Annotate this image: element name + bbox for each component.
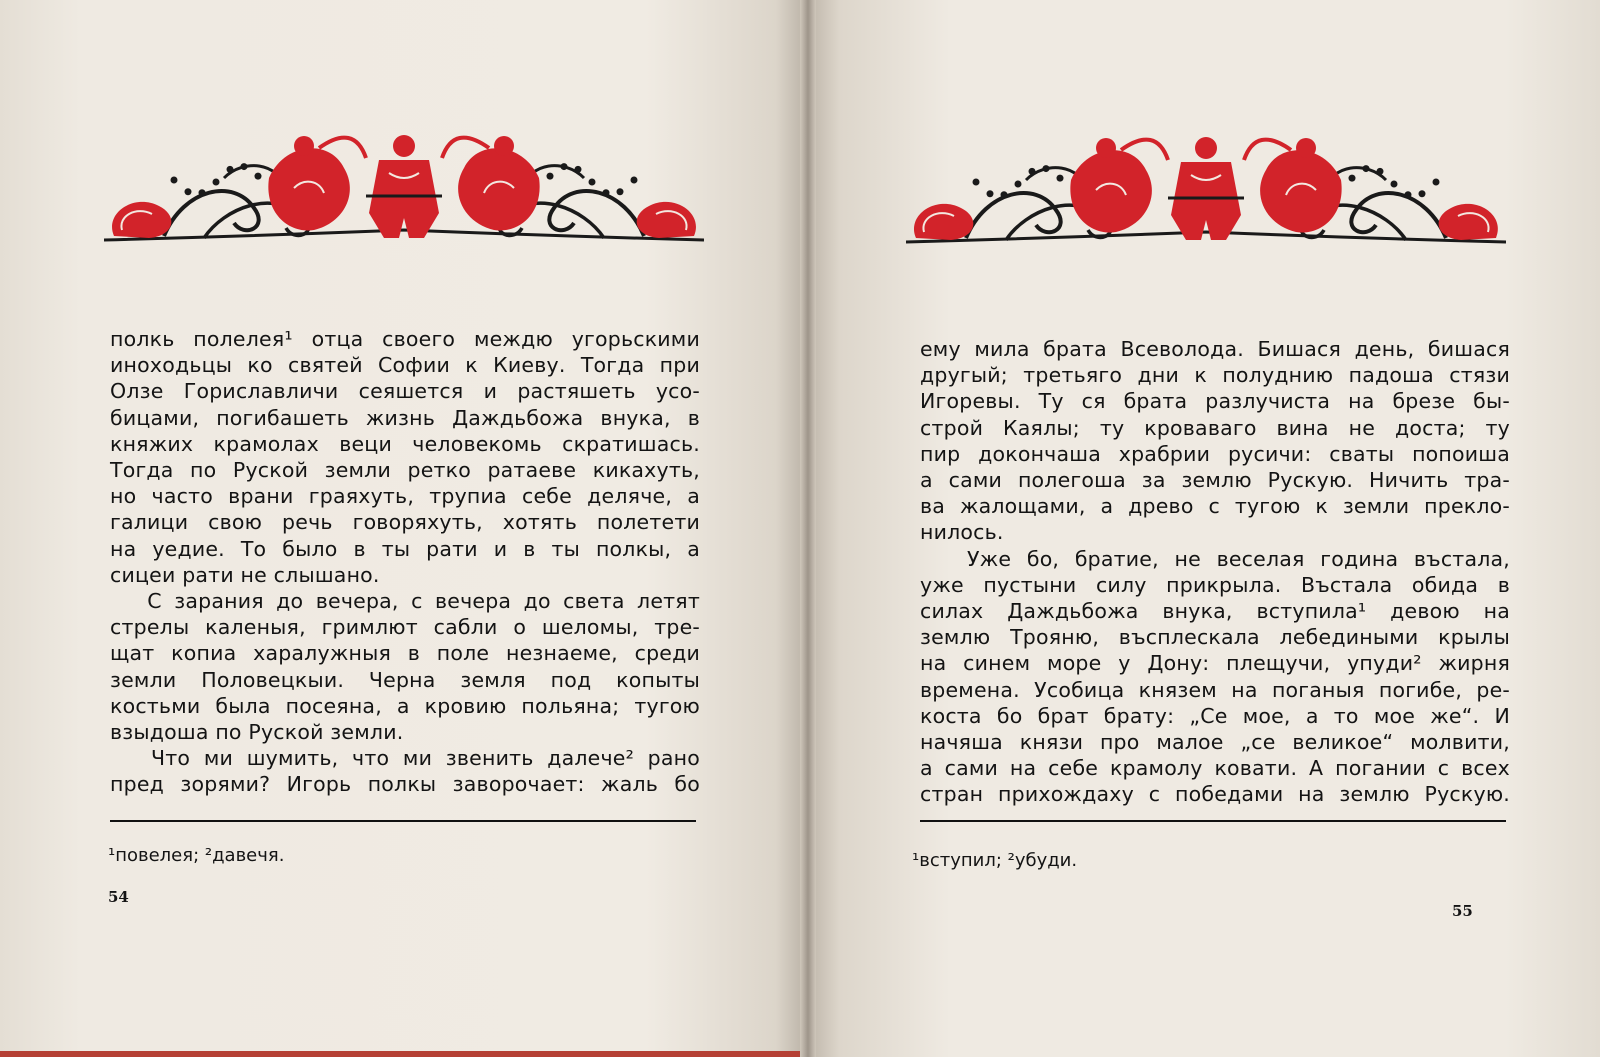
text-line: на уедие. То было в ты рати и в ты полкы, а bbox=[110, 536, 700, 561]
text-line: а сами полегоша за землю Рускую. Ничить тра- bbox=[920, 468, 1510, 493]
footnote-rule bbox=[110, 820, 696, 822]
headpiece-ornament-right bbox=[906, 120, 1506, 270]
footnote: ¹повелея; ²давечя. bbox=[108, 845, 285, 866]
book-gutter bbox=[800, 0, 816, 1057]
text-line: галици свою речь говоряхуть, хотять полетети bbox=[110, 510, 700, 535]
text-line: княжих крамолах веци человекомь скратишась. bbox=[110, 431, 700, 456]
text-line: Уже бо, братие, не веселая година въстала, bbox=[920, 546, 1510, 571]
text-line: уже пустыни силу прикрыла. Въстала обида в bbox=[920, 572, 1510, 597]
text-line: а сами на себе крамолу ковати. А погании с всех bbox=[920, 756, 1510, 781]
text-line: стран прихождаху с победами на землю Рускую. bbox=[920, 782, 1510, 807]
text-line: бицами, погибашеть жизнь Даждьбожа внука, в bbox=[110, 405, 700, 430]
text-line: землю Трояню, въсплескала лебедиными крылы bbox=[920, 625, 1510, 650]
text-line: щат копиа харалужныя в поле незнаеме, среди bbox=[110, 641, 700, 666]
text-line: строй Каялы; ту кроваваго вина не доста; ту bbox=[920, 415, 1510, 440]
text-line: полкь полелея¹ отца своего междю угорьскими bbox=[110, 327, 700, 351]
text-line: Игоревы. Ту ся брата разлучиста на брезе бы- bbox=[920, 389, 1510, 414]
text-line: но часто врани граяхуть, трупиа себе деляче, а bbox=[110, 484, 700, 509]
text-line: С зарания до вечера, с вечера до света летят bbox=[110, 589, 700, 614]
text-line: стрелы каленыя, гримлют сабли о шеломы, тре- bbox=[110, 615, 700, 640]
text-line: сицеи рати не слышано. bbox=[110, 562, 380, 587]
page-number: 54 bbox=[108, 888, 129, 906]
text-line: ему мила брата Всеволода. Бишася день, бишася bbox=[920, 337, 1510, 361]
headpiece-ornament-left bbox=[104, 118, 704, 268]
text-line: Тогда по Руской земли ретко ратаеве кикахуть, bbox=[110, 458, 700, 483]
text-line: силах Даждьбожа внука, вступила¹ девою на bbox=[920, 599, 1510, 624]
left-page-text bbox=[110, 326, 700, 798]
text-line: взыдоша по Руской земли. bbox=[110, 720, 404, 745]
right-page bbox=[808, 0, 1600, 1057]
footnote-rule bbox=[920, 820, 1506, 822]
text-line: начяша князи про малое „се великое“ молвити, bbox=[920, 730, 1510, 755]
page-number: 55 bbox=[1452, 902, 1473, 920]
right-page-text bbox=[920, 336, 1510, 808]
text-line: нилось. bbox=[920, 520, 1004, 545]
text-line: земли Половецкыи. Черна земля под копыты bbox=[110, 667, 700, 692]
footnote: ¹вступил; ²убуди. bbox=[912, 850, 1078, 871]
text-line: другый; третьяго дни к полуднию падоша стязи bbox=[920, 363, 1510, 388]
text-line: ва жалощами, а древо с тугою к земли прекло- bbox=[920, 494, 1510, 519]
text-line: времена. Усобица князем на поганыя погибе, ре- bbox=[920, 677, 1510, 702]
text-line: Что ми шумить, что ми звенить далече² рано bbox=[110, 746, 700, 771]
text-line: пред зорями? Игорь полкы заворочает: жаль бо bbox=[110, 772, 700, 797]
text-line: на синем море у Дону: плещучи, упуди² жирня bbox=[920, 651, 1510, 676]
text-line: Олзе Гориславличи сеяшется и растяшеть усо- bbox=[110, 379, 700, 404]
text-line: иноходьцы ко святей Софии к Киеву. Тогда при bbox=[110, 353, 700, 378]
text-line: костьми была посеяна, а кровию польяна; тугою bbox=[110, 693, 700, 718]
text-line: коста бо брат брату: „Се мое, а то мое же“. И bbox=[920, 703, 1510, 728]
text-line: пир докончаша храбрии русичи: сваты попоиша bbox=[920, 441, 1510, 466]
